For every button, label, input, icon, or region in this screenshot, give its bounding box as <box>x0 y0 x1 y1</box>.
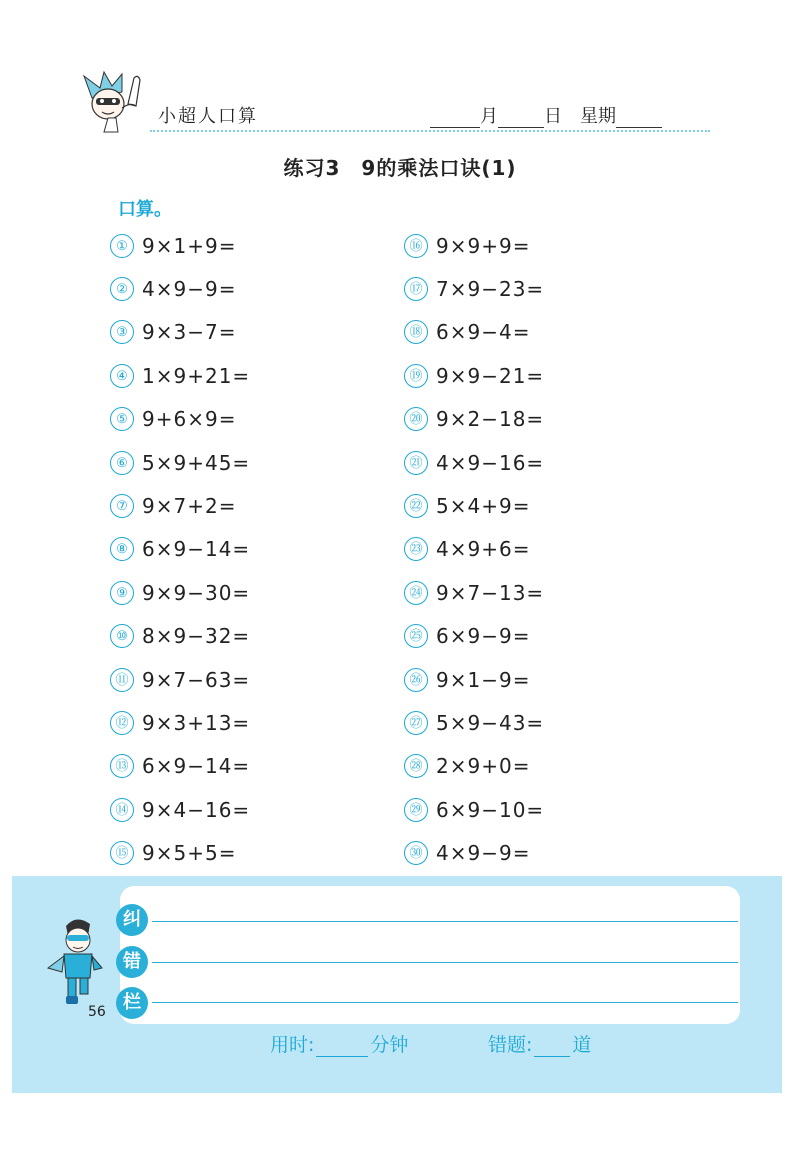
problem-row <box>110 311 410 354</box>
problem-expression: 4×9−16= <box>436 450 545 475</box>
problem-number: ⑰ <box>404 277 428 301</box>
time-unit: 分钟 <box>370 1034 409 1056</box>
time-spent <box>270 1030 408 1057</box>
problem-expression: 9×5+5= <box>142 841 237 866</box>
problem-expression: 9×7+2= <box>142 494 237 519</box>
problem-expression: 4×9−9= <box>142 277 237 302</box>
correction-badge-2: 错 <box>116 946 148 978</box>
weekday-blank[interactable] <box>616 108 662 128</box>
problem-number: ⑦ <box>110 494 134 518</box>
problem-expression: 9×1−9= <box>436 667 531 692</box>
problem-row <box>404 441 704 484</box>
problem-expression: 9×3−7= <box>142 320 237 345</box>
problem-number: ① <box>110 234 134 258</box>
problem-number: ② <box>110 277 134 301</box>
time-blank[interactable] <box>316 1037 368 1057</box>
problem-row <box>404 745 704 788</box>
errors-blank[interactable] <box>534 1037 570 1057</box>
correction-line-3[interactable] <box>152 1002 738 1003</box>
problem-row <box>404 528 704 571</box>
problem-number: ㉖ <box>404 668 428 692</box>
problem-expression: 6×9−9= <box>436 624 531 649</box>
problem-number: ㉔ <box>404 581 428 605</box>
day-blank[interactable] <box>498 108 544 128</box>
weekday-label: 星期 <box>580 106 616 127</box>
problem-row <box>110 484 410 527</box>
problem-number: ㉒ <box>404 494 428 518</box>
time-label: 用时: <box>270 1034 315 1056</box>
problem-row <box>404 788 704 831</box>
correction-line-2[interactable] <box>152 962 738 963</box>
problem-number: ⑬ <box>110 754 134 778</box>
correction-badge-1: 纠 <box>116 904 148 936</box>
problem-row <box>110 658 410 701</box>
problem-expression: 6×9−14= <box>142 537 251 562</box>
month-blank[interactable] <box>430 108 480 128</box>
problem-expression: 9×2−18= <box>436 407 545 432</box>
problem-row <box>110 701 410 744</box>
problem-row <box>110 398 410 441</box>
problem-row <box>110 354 410 397</box>
problem-number: ㉕ <box>404 624 428 648</box>
problem-row <box>110 441 410 484</box>
problem-number: ⑮ <box>110 841 134 865</box>
problem-row <box>404 831 704 874</box>
problem-number: ⑧ <box>110 537 134 561</box>
correction-badge-3: 栏 <box>116 987 148 1019</box>
problem-number: ④ <box>110 364 134 388</box>
problem-row <box>404 615 704 658</box>
problem-row <box>404 354 704 397</box>
problem-row <box>110 615 410 658</box>
problem-number: ⑭ <box>110 798 134 822</box>
problems-left-column <box>110 224 410 875</box>
superhero-mascot-icon <box>78 68 148 134</box>
page-number: 56 <box>88 1004 106 1020</box>
problem-expression: 5×9+45= <box>142 450 251 475</box>
problem-expression: 6×9−14= <box>142 754 251 779</box>
problem-expression: 4×9+6= <box>436 537 531 562</box>
problem-number: ⑯ <box>404 234 428 258</box>
problem-expression: 6×9−4= <box>436 320 531 345</box>
problem-expression: 5×4+9= <box>436 494 531 519</box>
problem-expression: 5×9−43= <box>436 710 545 735</box>
problem-expression: 4×9−9= <box>436 841 531 866</box>
problem-row <box>404 701 704 744</box>
problem-row <box>404 398 704 441</box>
problem-expression: 2×9+0= <box>436 754 531 779</box>
exercise-title: 练习3 9的乘法口诀(1) <box>283 156 517 180</box>
problem-row <box>404 571 704 614</box>
problem-row <box>404 658 704 701</box>
problem-expression: 8×9−32= <box>142 624 251 649</box>
problem-number: ⑩ <box>110 624 134 648</box>
problem-row <box>404 267 704 310</box>
problem-expression: 9×7−63= <box>142 667 251 692</box>
problem-number: ⑫ <box>110 711 134 735</box>
month-label: 月 <box>480 106 498 127</box>
problem-row <box>110 788 410 831</box>
superhero-boy-icon <box>46 916 110 1006</box>
correction-area <box>12 876 782 1093</box>
problem-number: ㉚ <box>404 841 428 865</box>
problem-row <box>404 311 704 354</box>
problem-expression: 9×3+13= <box>142 710 251 735</box>
errors-label: 错题: <box>488 1034 533 1056</box>
problem-row <box>110 267 410 310</box>
problem-number: ⑲ <box>404 364 428 388</box>
problem-expression: 9×9−30= <box>142 580 251 605</box>
problem-expression: 9×7−13= <box>436 580 545 605</box>
problem-number: ⑤ <box>110 407 134 431</box>
page-header <box>70 68 710 136</box>
problem-row <box>110 745 410 788</box>
brand-title: 小超人口算 <box>158 106 258 127</box>
problem-number: ⑥ <box>110 451 134 475</box>
problem-row <box>110 831 410 874</box>
problem-row <box>404 224 704 267</box>
correction-panel <box>120 886 740 1024</box>
problem-expression: 9×1+9= <box>142 233 237 258</box>
problem-expression: 9+6×9= <box>142 407 237 432</box>
date-fields <box>430 102 662 128</box>
problems-right-column <box>404 224 704 875</box>
problem-number: ㉑ <box>404 451 428 475</box>
problem-expression: 9×9+9= <box>436 233 531 258</box>
problem-row <box>110 528 410 571</box>
problem-row <box>404 484 704 527</box>
problem-expression: 9×4−16= <box>142 797 251 822</box>
problem-number: ㉘ <box>404 754 428 778</box>
problem-number: ⑪ <box>110 668 134 692</box>
day-label: 日 <box>544 106 562 127</box>
problem-row <box>110 571 410 614</box>
section-label: 口算。 <box>118 199 172 220</box>
problem-number: ㉗ <box>404 711 428 735</box>
header-divider <box>150 130 710 132</box>
problem-expression: 6×9−10= <box>436 797 545 822</box>
problem-expression: 7×9−23= <box>436 277 545 302</box>
problem-number: ⑱ <box>404 320 428 344</box>
problem-number: ③ <box>110 320 134 344</box>
problem-number: ㉙ <box>404 798 428 822</box>
error-count <box>488 1030 591 1057</box>
problem-expression: 1×9+21= <box>142 363 251 388</box>
problem-row <box>110 224 410 267</box>
correction-line-1[interactable] <box>152 921 738 922</box>
errors-unit: 道 <box>572 1034 592 1056</box>
problem-number: ㉓ <box>404 537 428 561</box>
problem-expression: 9×9−21= <box>436 363 545 388</box>
problem-number: ⑨ <box>110 581 134 605</box>
problem-number: ⑳ <box>404 407 428 431</box>
